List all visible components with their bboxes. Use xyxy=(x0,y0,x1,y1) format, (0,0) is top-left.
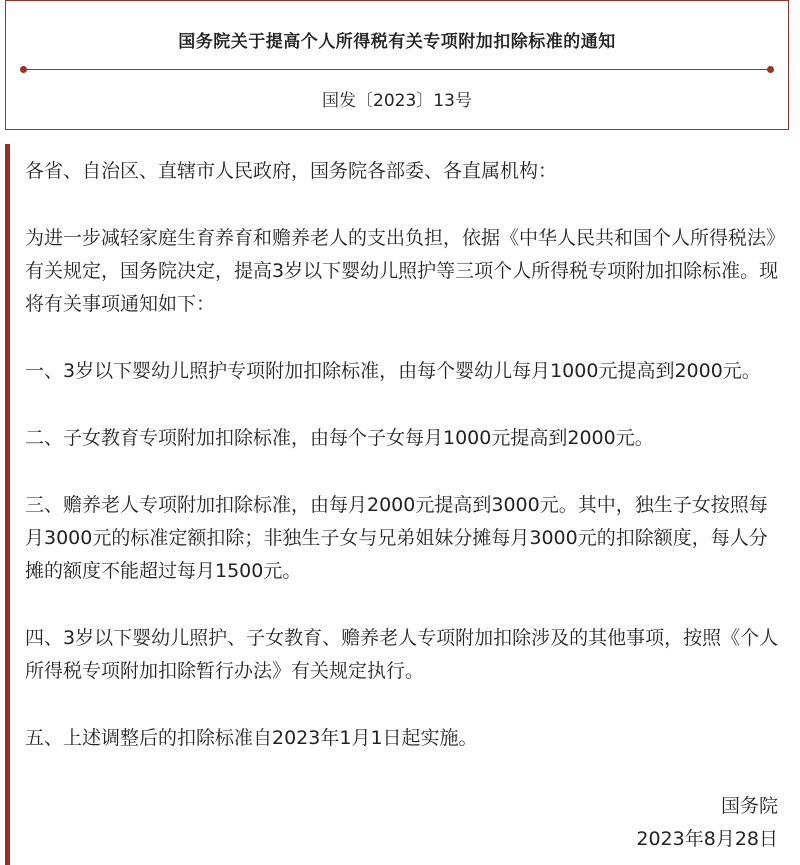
divider-dot-right xyxy=(767,66,774,73)
divider-dot-left xyxy=(20,66,27,73)
header-divider xyxy=(23,69,771,70)
item-paragraph-4: 四、3岁以下婴幼儿照护、子女教育、赡养老人专项附加扣除涉及的其他事项，按照《个人所得税专项附加扣除暂行办法》有关规定执行。 xyxy=(25,627,779,682)
item-paragraph-5: 五、上述调整后的扣除标准自2023年1月1日起实施。 xyxy=(25,727,478,749)
item-paragraph-2: 二、子女教育专项附加扣除标准，由每个子女每月1000元提高到2000元。 xyxy=(25,427,654,449)
item-paragraph-3: 三、赡养老人专项附加扣除标准，由每月2000元提高到3000元。其中，独生子女按照每月3000元的标准定额扣除；非独生子女与兄弟姐妹分摊每月3000元的扣除额度，每人分摊的额度不能超过每月1500元。 xyxy=(25,494,768,582)
salutation: 各省、自治区、直辖市人民政府，国务院各部委、各直属机构： xyxy=(25,160,558,182)
intro-paragraph: 为进一步减轻家庭生育养育和赡养老人的支出负担，依据《中华人民共和国个人所得税法》有关规定，国务院决定，提高3岁以下婴幼儿照护等三项个人所得税专项附加扣除标准。现将有关事项通知如下： xyxy=(25,227,786,315)
document-body xyxy=(25,155,785,789)
document-number: 国发〔2023〕13号 xyxy=(322,91,472,111)
item-paragraph-1: 一、3岁以下婴幼儿照护专项附加扣除标准，由每个婴幼儿每月1000元提高到2000元。 xyxy=(25,360,761,382)
issue-date: 2023年8月28日 xyxy=(636,828,778,850)
signature-block xyxy=(636,790,778,856)
document-title: 国务院关于提高个人所得税有关专项附加扣除标准的通知 xyxy=(178,32,616,52)
document-header xyxy=(5,0,789,130)
left-accent-bar xyxy=(5,144,10,865)
issuer-name: 国务院 xyxy=(720,795,778,817)
